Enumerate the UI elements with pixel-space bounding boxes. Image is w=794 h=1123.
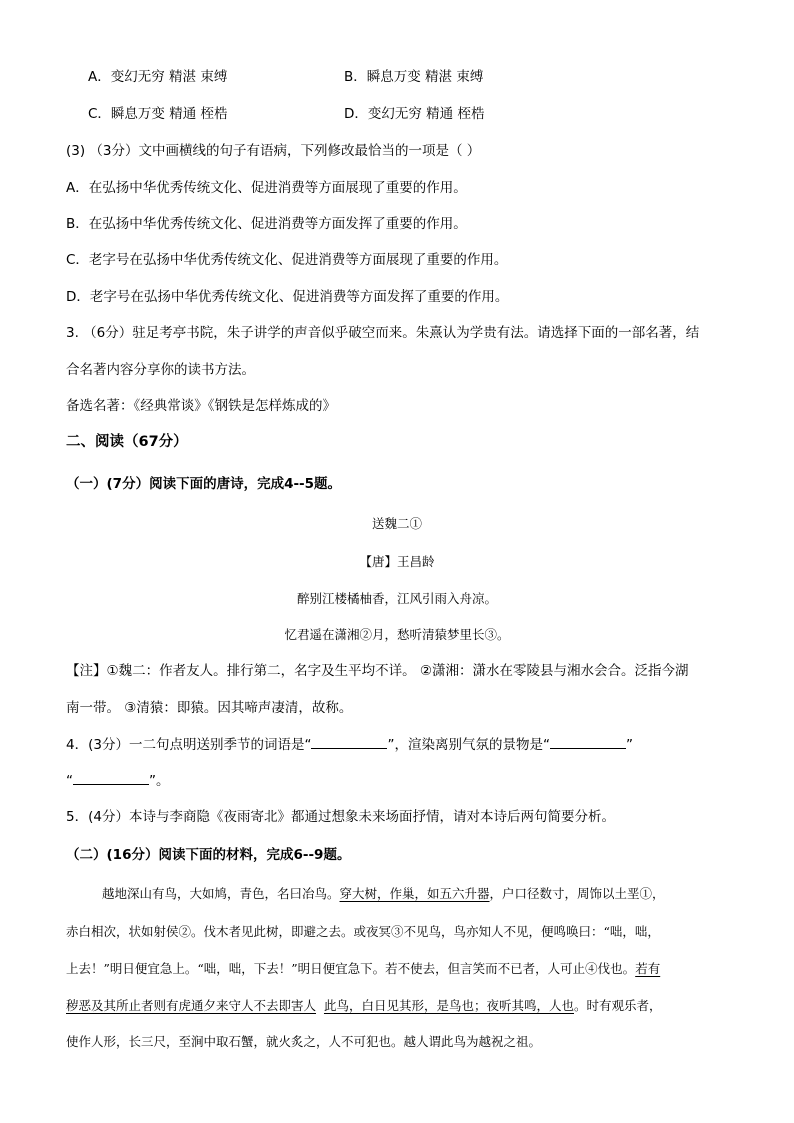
q2-option-d: D．变幻无穷 精通 桎梏 [344,106,485,122]
passage-line-2: 赤白相次，状如射侯②。伐木者见此树，即避之去。或夜冥③不见鸟，鸟亦知人不见，便鸣唤曰：“咄，咄， [66,924,660,939]
q2-3-option-a: A．在弘扬中华优秀传统文化、促进消费等方面展现了重要的作用。 [66,180,467,196]
passage-text: 越地深山有鸟，大如鸠，青色，名曰冶鸟。 [102,886,340,901]
q5-text: 5．(4分）本诗与李商隐《夜雨寄北》都通过想象未来场面抒情，请对本诗后两句简要分析。 [66,809,615,825]
q4-text-1: 4．(3分）一二句点明送别季节的词语是“ [66,737,312,753]
q2-option-b: B．瞬息万变 精湛 束缚 [344,69,484,85]
q2-3-option-b: B．在弘扬中华优秀传统文化、促进消费等方面发挥了重要的作用。 [66,216,467,232]
passage-line-3 [66,959,660,979]
passage-underlined-text: 穿大树，作巢，如五六升器 [339,886,490,901]
q4-text-5: ”。 [149,773,170,789]
passage-underlined-text: 若有 [635,961,661,976]
q4-answer-blank-3[interactable] [73,770,149,785]
passage-text: ，户口径数寸，周饰以土垩①， [489,886,665,901]
q4-text-3: ” [625,737,633,753]
poem-author: 【唐】王昌龄 [359,554,435,569]
q4-line-1 [66,734,633,755]
poem-title: 送魏二① [371,516,422,531]
q4-line-2 [66,770,170,791]
q2-option-a: A．变幻无穷 精湛 束缚 [88,69,228,85]
passage-underlined-text: 此鸟，白日见其形，是鸟也；夜听其鸣，人也 [323,998,574,1013]
q3-line-3: 备选名著：《经典常谈》《钢铁是怎样炼成的》 [66,398,336,414]
part-2-heading: （二）(16分）阅读下面的材料，完成6--9题。 [66,847,351,863]
notes-line-1: 【注】①魏二：作者友人。排行第二，名字及生平均不详。 ②潇湘：潇水在零陵县与湘水会合。泛指今湖 [66,663,689,679]
q2-3-option-c: C．老字号在弘扬中华优秀传统文化、促进消费等方面展现了重要的作用。 [66,252,508,268]
q2-3-option-d: D．老字号在弘扬中华优秀传统文化、促进消费等方面发挥了重要的作用。 [66,289,509,305]
q4-text-2: ”，渲染离别气氛的景物是“ [387,737,550,753]
part-1-heading: （一）(7分）阅读下面的唐诗，完成4--5题。 [66,476,342,492]
poem-line-2: 忆君遥在潇湘②月，愁听清猿梦里长③。 [284,627,510,642]
q4-text-4: “ [66,773,73,789]
poem-line-1: 醉别江楼橘柚香，江风引雨入舟凉。 [296,591,497,606]
q3-line-1: 3. （6分）驻足考亭书院，朱子讲学的声音似乎破空而来。朱熹认为学贵有法。请选择下面的一部名著，结 [66,325,700,341]
q4-answer-blank-1[interactable] [311,734,387,749]
passage-text: 。时有观乐者， [573,998,662,1013]
passage-line-1 [102,884,665,904]
q4-answer-blank-2[interactable] [550,734,626,749]
q2-option-c: C．瞬息万变 精通 桎梏 [88,106,228,122]
notes-line-2: 南一带。 ③清猿：即猿。因其啼声凄清，故称。 [66,700,353,716]
passage-text: 上去！”明日便宜急上。“咄，咄，下去！”明日便宜急下。若不使去，但言笑而不已者，人可止④伐也。 [66,961,636,976]
passage-line-4 [66,996,662,1016]
section-2-title: 二、阅读（67分） [66,434,188,450]
passage-line-5: 使作人形，长三尺，至涧中取石蟹，就火炙之，人不可犯也。越人谓此鸟为越祝之祖。 [66,1034,542,1049]
passage-underlined-sentence: 秽恶及其所止者则有虎通夕来守人不去即害人 [66,998,317,1013]
q3-line-2: 合名著内容分享你的读书方法。 [66,362,255,378]
q2-3-stem: (3) （3分）文中画横线的句子有语病，下列修改最恰当的一项是（ ） [66,143,481,159]
